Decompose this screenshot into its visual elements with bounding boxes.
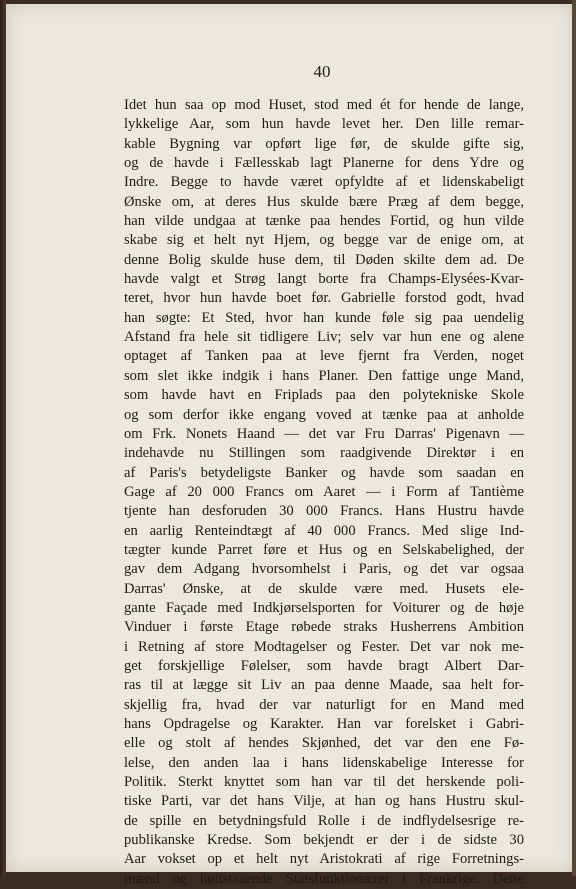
text-line: tiske Parti, var det hans Vilje, at han og hans Hustru skul- <box>124 793 524 810</box>
text-line: optaget af Tanken paa at leve fjernt fra Verden, noget <box>124 348 524 365</box>
text-line: denne Bolig skulde huse dem, til Døden skilte dem ad. De <box>124 251 524 268</box>
text-line: lelse, den anden laa i hans lidenskabelige Interesse for <box>124 754 524 771</box>
text-line: indehavde nu Stillingen som raadgivende Direktør i en <box>124 445 524 462</box>
text-line: skjellig fra, hvad der var naturligt for en Mand med <box>124 696 524 713</box>
text-line: publikanske Kredse. Som bekjendt er der i de sidste 30 <box>124 832 524 849</box>
text-line: en aarlig Renteindtægt af 40 000 Francs. Med slige Ind- <box>124 522 524 539</box>
text-line: han vilde undgaa at tænke paa hendes Fortid, og hun vilde <box>124 213 524 230</box>
text-line: og de havde i Fællesskab lagt Planerne for dens Ydre og <box>124 155 524 172</box>
text-line: teret, hvor hun havde boet før. Gabrielle forstod godt, hvad <box>124 290 524 307</box>
text-line: Afstand fra hele sit tidligere Liv; selv var hun ene og alene <box>124 329 524 346</box>
text-line: Indre. Begge to havde været opfyldte af et lidenskabeligt <box>124 174 524 191</box>
text-line: mænd og høitstaaende Statsfunktionærer i Frankrige. Dette <box>124 870 524 887</box>
text-line: gante Façade med Indkjørselsporten for Voiturer og de høje <box>124 599 524 616</box>
text-line: de spille en betydningsfuld Rolle i de indflydelsesrige re- <box>124 812 524 829</box>
body-text <box>124 96 524 889</box>
text-line: Politik. Sterkt knyttet som han var til det herskende poli- <box>124 774 524 791</box>
text-line: som havde havt en Friplads paa den polytekniske Skole <box>124 387 524 404</box>
text-line: Ønske om, at deres Hus skulde bære Præg af dem begge, <box>124 193 524 210</box>
book-cover-edge <box>572 0 576 876</box>
text-line: gav dem Adgang hvorsomhelst i Paris, og det var ogsaa <box>124 561 524 578</box>
text-line: havde valgt et Strøg langt borte fra Champs-Elysées-Kvar- <box>124 271 524 288</box>
text-line: Gage af 20 000 Francs om Aaret — i Form af Tantième <box>124 483 524 500</box>
text-line: lykkelige Aar, som hun havde levet her. Den lille remar- <box>124 116 524 133</box>
text-line: get forskjellige Følelser, som havde bragt Albert Dar- <box>124 657 524 674</box>
page-number: 40 <box>313 62 331 81</box>
text-line: elle og stolt af hendes Skjønhed, det var den ene Fø- <box>124 735 524 752</box>
book-page <box>6 4 574 887</box>
text-line: skabe sig et helt nyt Hjem, og begge var de enige om, at <box>124 232 524 249</box>
text-line: han søgte: Et Sted, hvor han kunde føle sig paa uendelig <box>124 309 524 326</box>
text-line: i Retning af store Modtagelser og Fester. Det var nok me- <box>124 638 524 655</box>
text-line: og som derfor ikke engang voved at tænke paa at anholde <box>124 406 524 423</box>
text-line: kable Bygning var opført lige før, de skulde gifte sig, <box>124 135 524 152</box>
text-line: som slet ikke indgik i hans Planer. Den fattige unge Mand, <box>124 367 524 384</box>
text-line: af Paris's betydeligste Banker og havde som saadan en <box>124 464 524 481</box>
text-line: ras til at lægge sit Liv an paa denne Maade, saa helt for- <box>124 677 524 694</box>
text-line: Aar vokset op et helt nyt Aristokrati af rige Forretnings- <box>124 851 524 868</box>
text-line: tjente han desforuden 30 000 Francs. Hans Hustru havde <box>124 503 524 520</box>
text-line: Idet hun saa op mod Huset, stod med ét for hende de lange, <box>124 97 524 113</box>
text-line: tægter kunde Parret føre et Hus og en Selskabelighed, der <box>124 541 524 558</box>
text-line: Darras' Ønske, at de skulde være med. Husets ele- <box>124 580 524 597</box>
text-line: hans Opdragelse og Karakter. Han var forelsket i Gabri- <box>124 716 524 732</box>
text-line: Vinduer i første Etage røbede straks Husherrens Ambition <box>124 619 524 636</box>
text-line: om Frk. Nonets Haand — det var Fru Darras' Pigenavn — <box>124 425 524 442</box>
